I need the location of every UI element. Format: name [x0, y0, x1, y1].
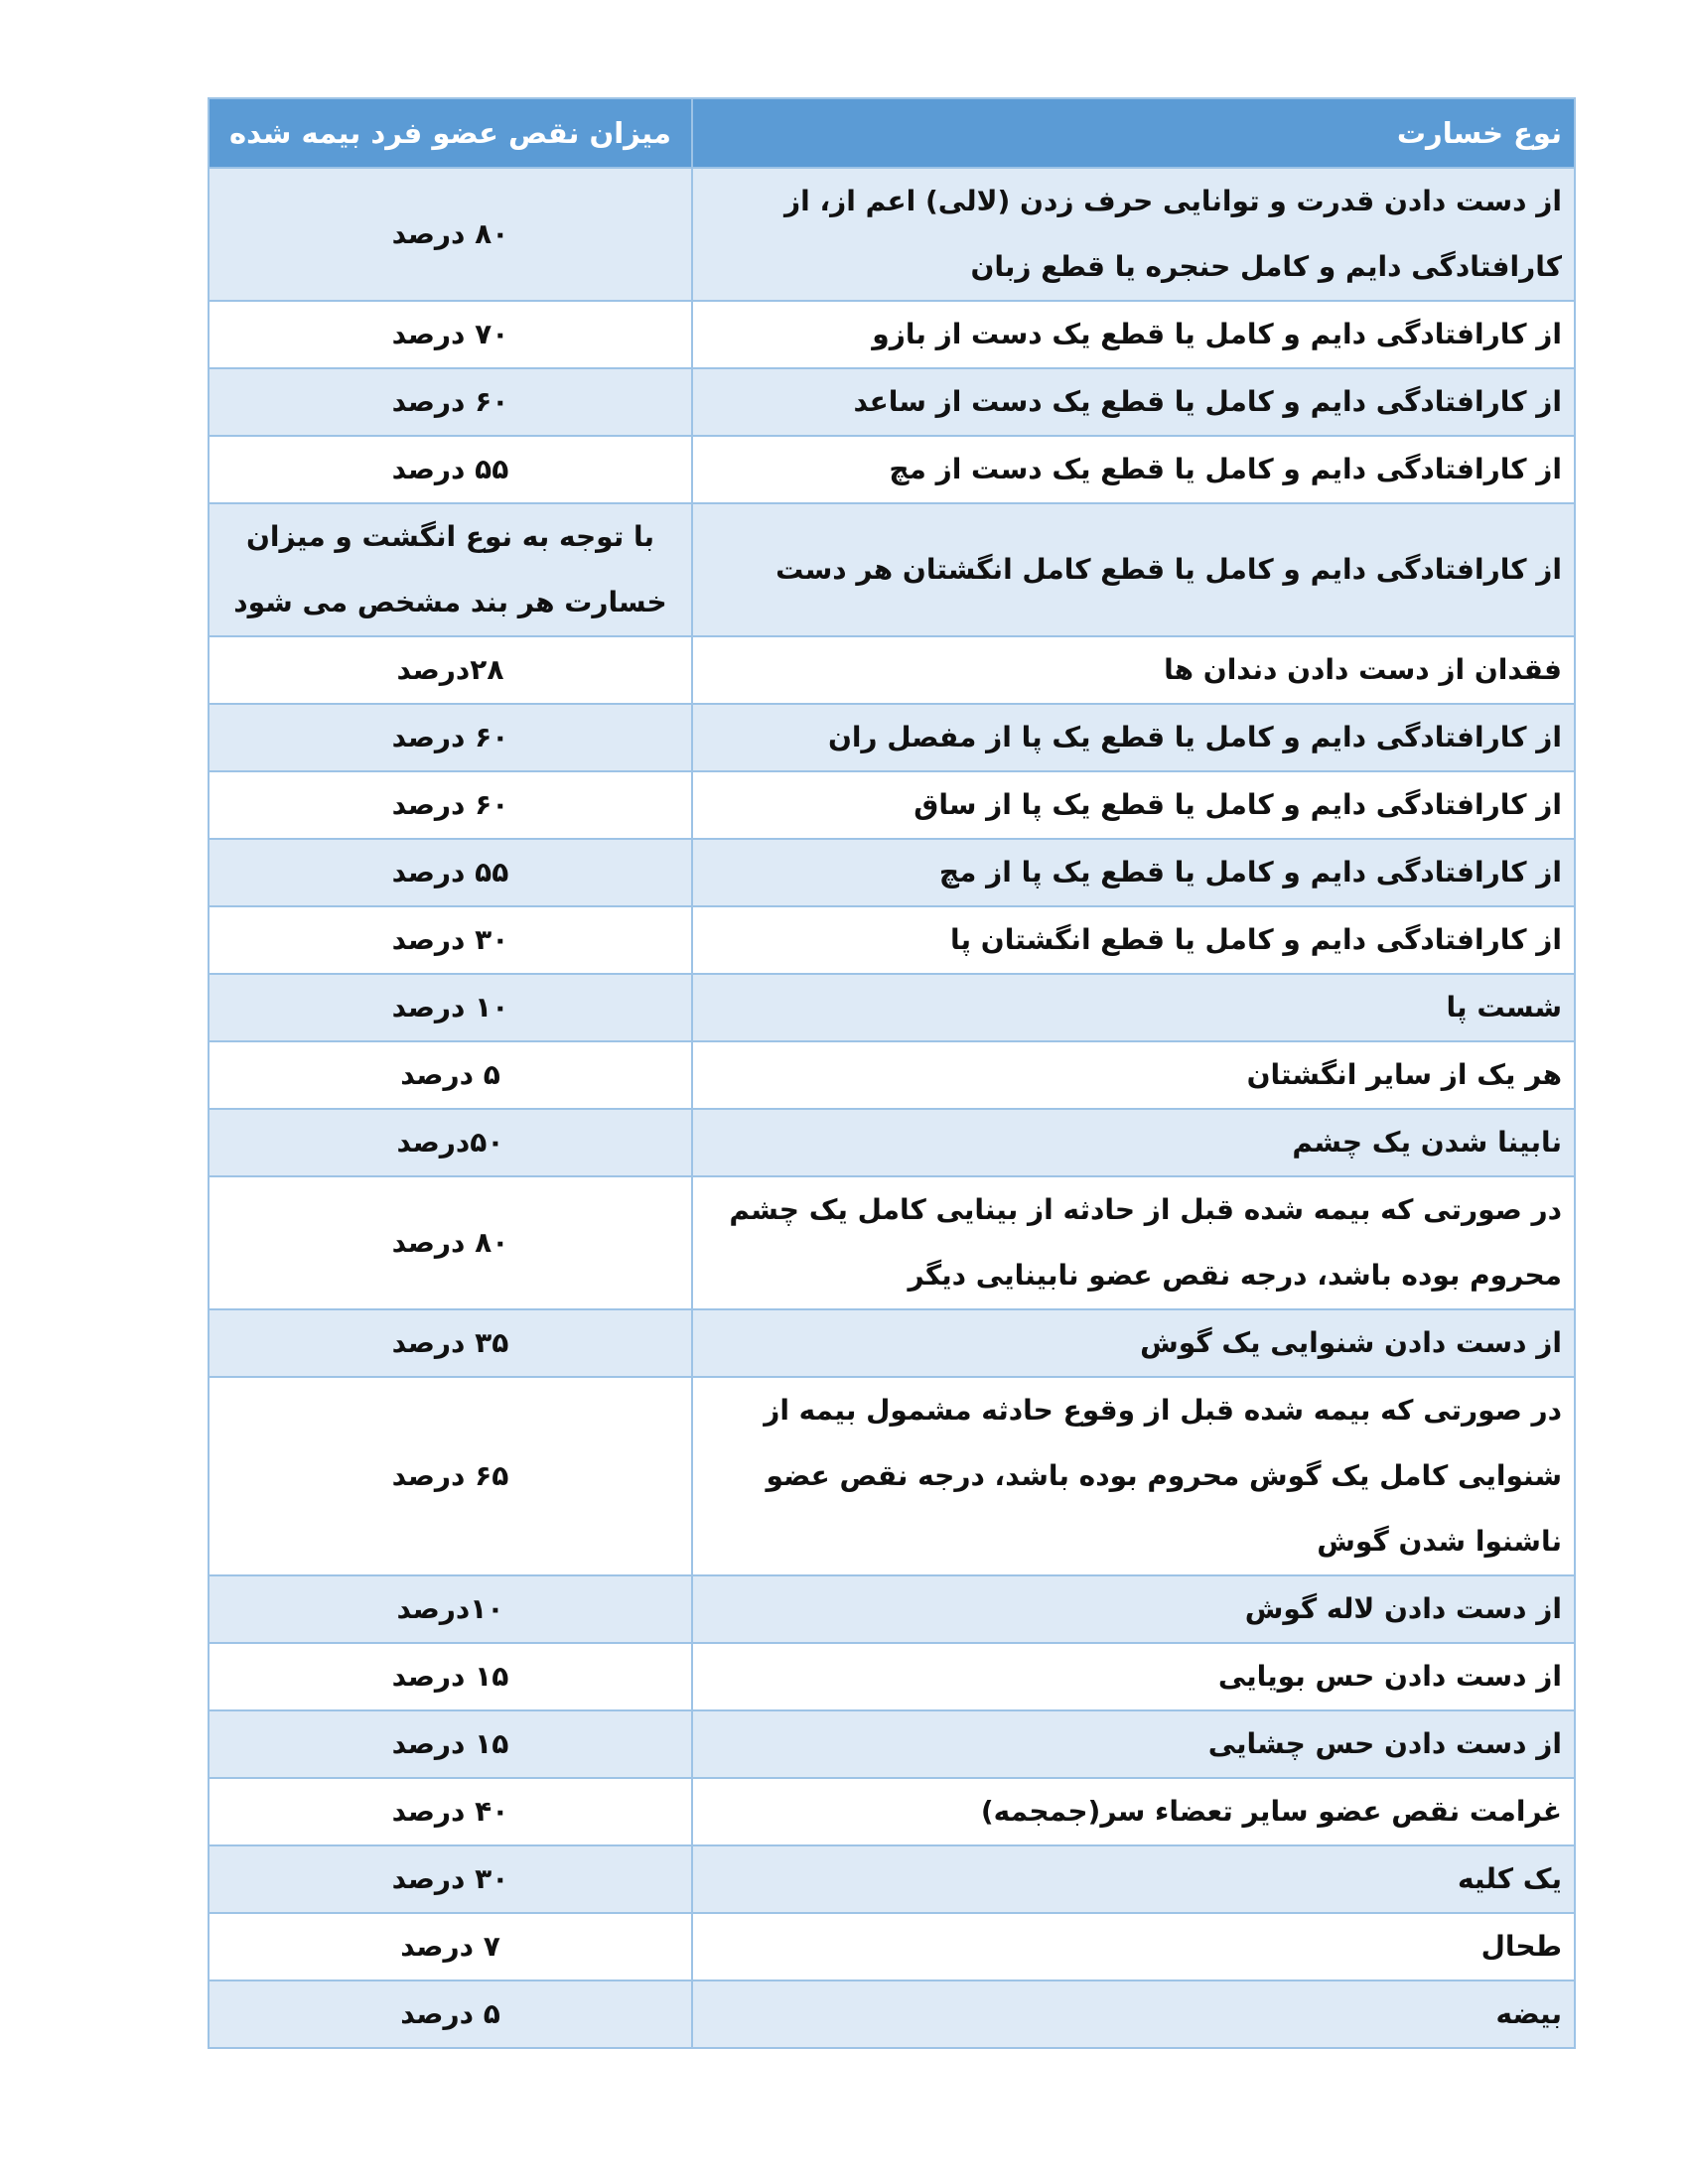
percentage-cell: ۱۰ درصد [209, 974, 692, 1041]
percentage-cell: ۵۵ درصد [209, 839, 692, 906]
loss-type-cell: از کارافتادگی دایم و کامل یا قطع یک دست از مچ [692, 436, 1575, 503]
loss-type-cell: نابینا شدن یک چشم [692, 1109, 1575, 1176]
percentage-cell: ۵۵ درصد [209, 436, 692, 503]
percentage-cell: ۲۸درصد [209, 636, 692, 704]
loss-type-cell: از کارافتادگی دایم و کامل یا قطع یک پا از ساق [692, 771, 1575, 839]
table-row [209, 1980, 1575, 2048]
loss-type-cell: از کارافتادگی دایم و کامل یا قطع یک پا از مچ [692, 839, 1575, 906]
percentage-cell: ۳۰ درصد [209, 1845, 692, 1913]
loss-type-cell: هر یک از سایر انگشتان [692, 1041, 1575, 1109]
percentage-cell: ۱۵ درصد [209, 1710, 692, 1778]
loss-type-cell: از دست دادن قدرت و توانایی حرف زدن (لالی) اعم از، از کارافتادگی دایم و کامل حنجره یا قطع زبان [692, 168, 1575, 301]
loss-type-cell: غرامت نقص عضو سایر تعضاء سر(جمجمه) [692, 1778, 1575, 1845]
loss-type-cell: طحال [692, 1913, 1575, 1980]
loss-type-cell: از کارافتادگی دایم و کامل یا قطع کامل انگشتان هر دست [692, 503, 1575, 636]
table-row [209, 1710, 1575, 1778]
percentage-cell: ۳۰ درصد [209, 906, 692, 974]
percentage-cell: ۸۰ درصد [209, 168, 692, 301]
insurance-claims-table [208, 97, 1576, 2049]
table-row [209, 1176, 1575, 1309]
loss-type-cell: از دست دادن حس چشایی [692, 1710, 1575, 1778]
table-row [209, 1575, 1575, 1643]
table-row [209, 1913, 1575, 1980]
table-row [209, 1109, 1575, 1176]
loss-type-cell: از کارافتادگی دایم و کامل یا قطع یک دست از ساعد [692, 368, 1575, 436]
loss-type-cell: از دست دادن حس بویایی [692, 1643, 1575, 1710]
table-row [209, 906, 1575, 974]
loss-type-cell: فقدان از دست دادن دندان ها [692, 636, 1575, 704]
loss-type-cell: بیضه [692, 1980, 1575, 2048]
loss-type-cell: از کارافتادگی دایم و کامل یا قطع یک دست از بازو [692, 301, 1575, 368]
percentage-cell: ۶۰ درصد [209, 368, 692, 436]
header-percentage: میزان نقص عضو فرد بیمه شده [209, 98, 692, 168]
table-row [209, 168, 1575, 301]
loss-type-cell: از دست دادن لاله گوش [692, 1575, 1575, 1643]
table-row [209, 1377, 1575, 1575]
table-header-row [209, 98, 1575, 168]
header-loss-type: نوع خسارت [692, 98, 1575, 168]
loss-type-cell: از کارافتادگی دایم و کامل یا قطع انگشتان پا [692, 906, 1575, 974]
table-row [209, 1778, 1575, 1845]
table-row [209, 974, 1575, 1041]
percentage-cell: ۶۰ درصد [209, 704, 692, 771]
percentage-cell: ۶۰ درصد [209, 771, 692, 839]
percentage-cell: ۷۰ درصد [209, 301, 692, 368]
percentage-cell: ۴۰ درصد [209, 1778, 692, 1845]
table-row [209, 704, 1575, 771]
loss-type-cell: از دست دادن شنوایی یک گوش [692, 1309, 1575, 1377]
percentage-cell: ۷ درصد [209, 1913, 692, 1980]
loss-type-cell: یک کلیه [692, 1845, 1575, 1913]
loss-type-cell: شست پا [692, 974, 1575, 1041]
table-row [209, 771, 1575, 839]
percentage-cell: ۵ درصد [209, 1980, 692, 2048]
table-row [209, 503, 1575, 636]
percentage-cell: ۸۰ درصد [209, 1176, 692, 1309]
percentage-cell: با توجه به نوع انگشت و میزان خسارت هر بند مشخص می شود [209, 503, 692, 636]
loss-type-cell: در صورتی که بیمه شده قبل از حادثه از بینایی کامل یک چشم محروم بوده باشد، درجه نقص عضو نابینایی دیگر [692, 1176, 1575, 1309]
table-row [209, 839, 1575, 906]
table-row [209, 1643, 1575, 1710]
percentage-cell: ۵ درصد [209, 1041, 692, 1109]
table-row [209, 1041, 1575, 1109]
table-row [209, 1309, 1575, 1377]
table-row [209, 368, 1575, 436]
percentage-cell: ۳۵ درصد [209, 1309, 692, 1377]
percentage-cell: ۵۰درصد [209, 1109, 692, 1176]
table-row [209, 1845, 1575, 1913]
table-row [209, 436, 1575, 503]
percentage-cell: ۱۵ درصد [209, 1643, 692, 1710]
table-row [209, 301, 1575, 368]
loss-type-cell: از کارافتادگی دایم و کامل یا قطع یک پا از مفصل ران [692, 704, 1575, 771]
table-row [209, 636, 1575, 704]
loss-type-cell: در صورتی که بیمه شده قبل از وقوع حادثه مشمول بیمه از شنوایی کامل یک گوش محروم بوده باشد، درجه نقص عضو ناشنوا شدن گوش [692, 1377, 1575, 1575]
percentage-cell: ۱۰درصد [209, 1575, 692, 1643]
percentage-cell: ۶۵ درصد [209, 1377, 692, 1575]
